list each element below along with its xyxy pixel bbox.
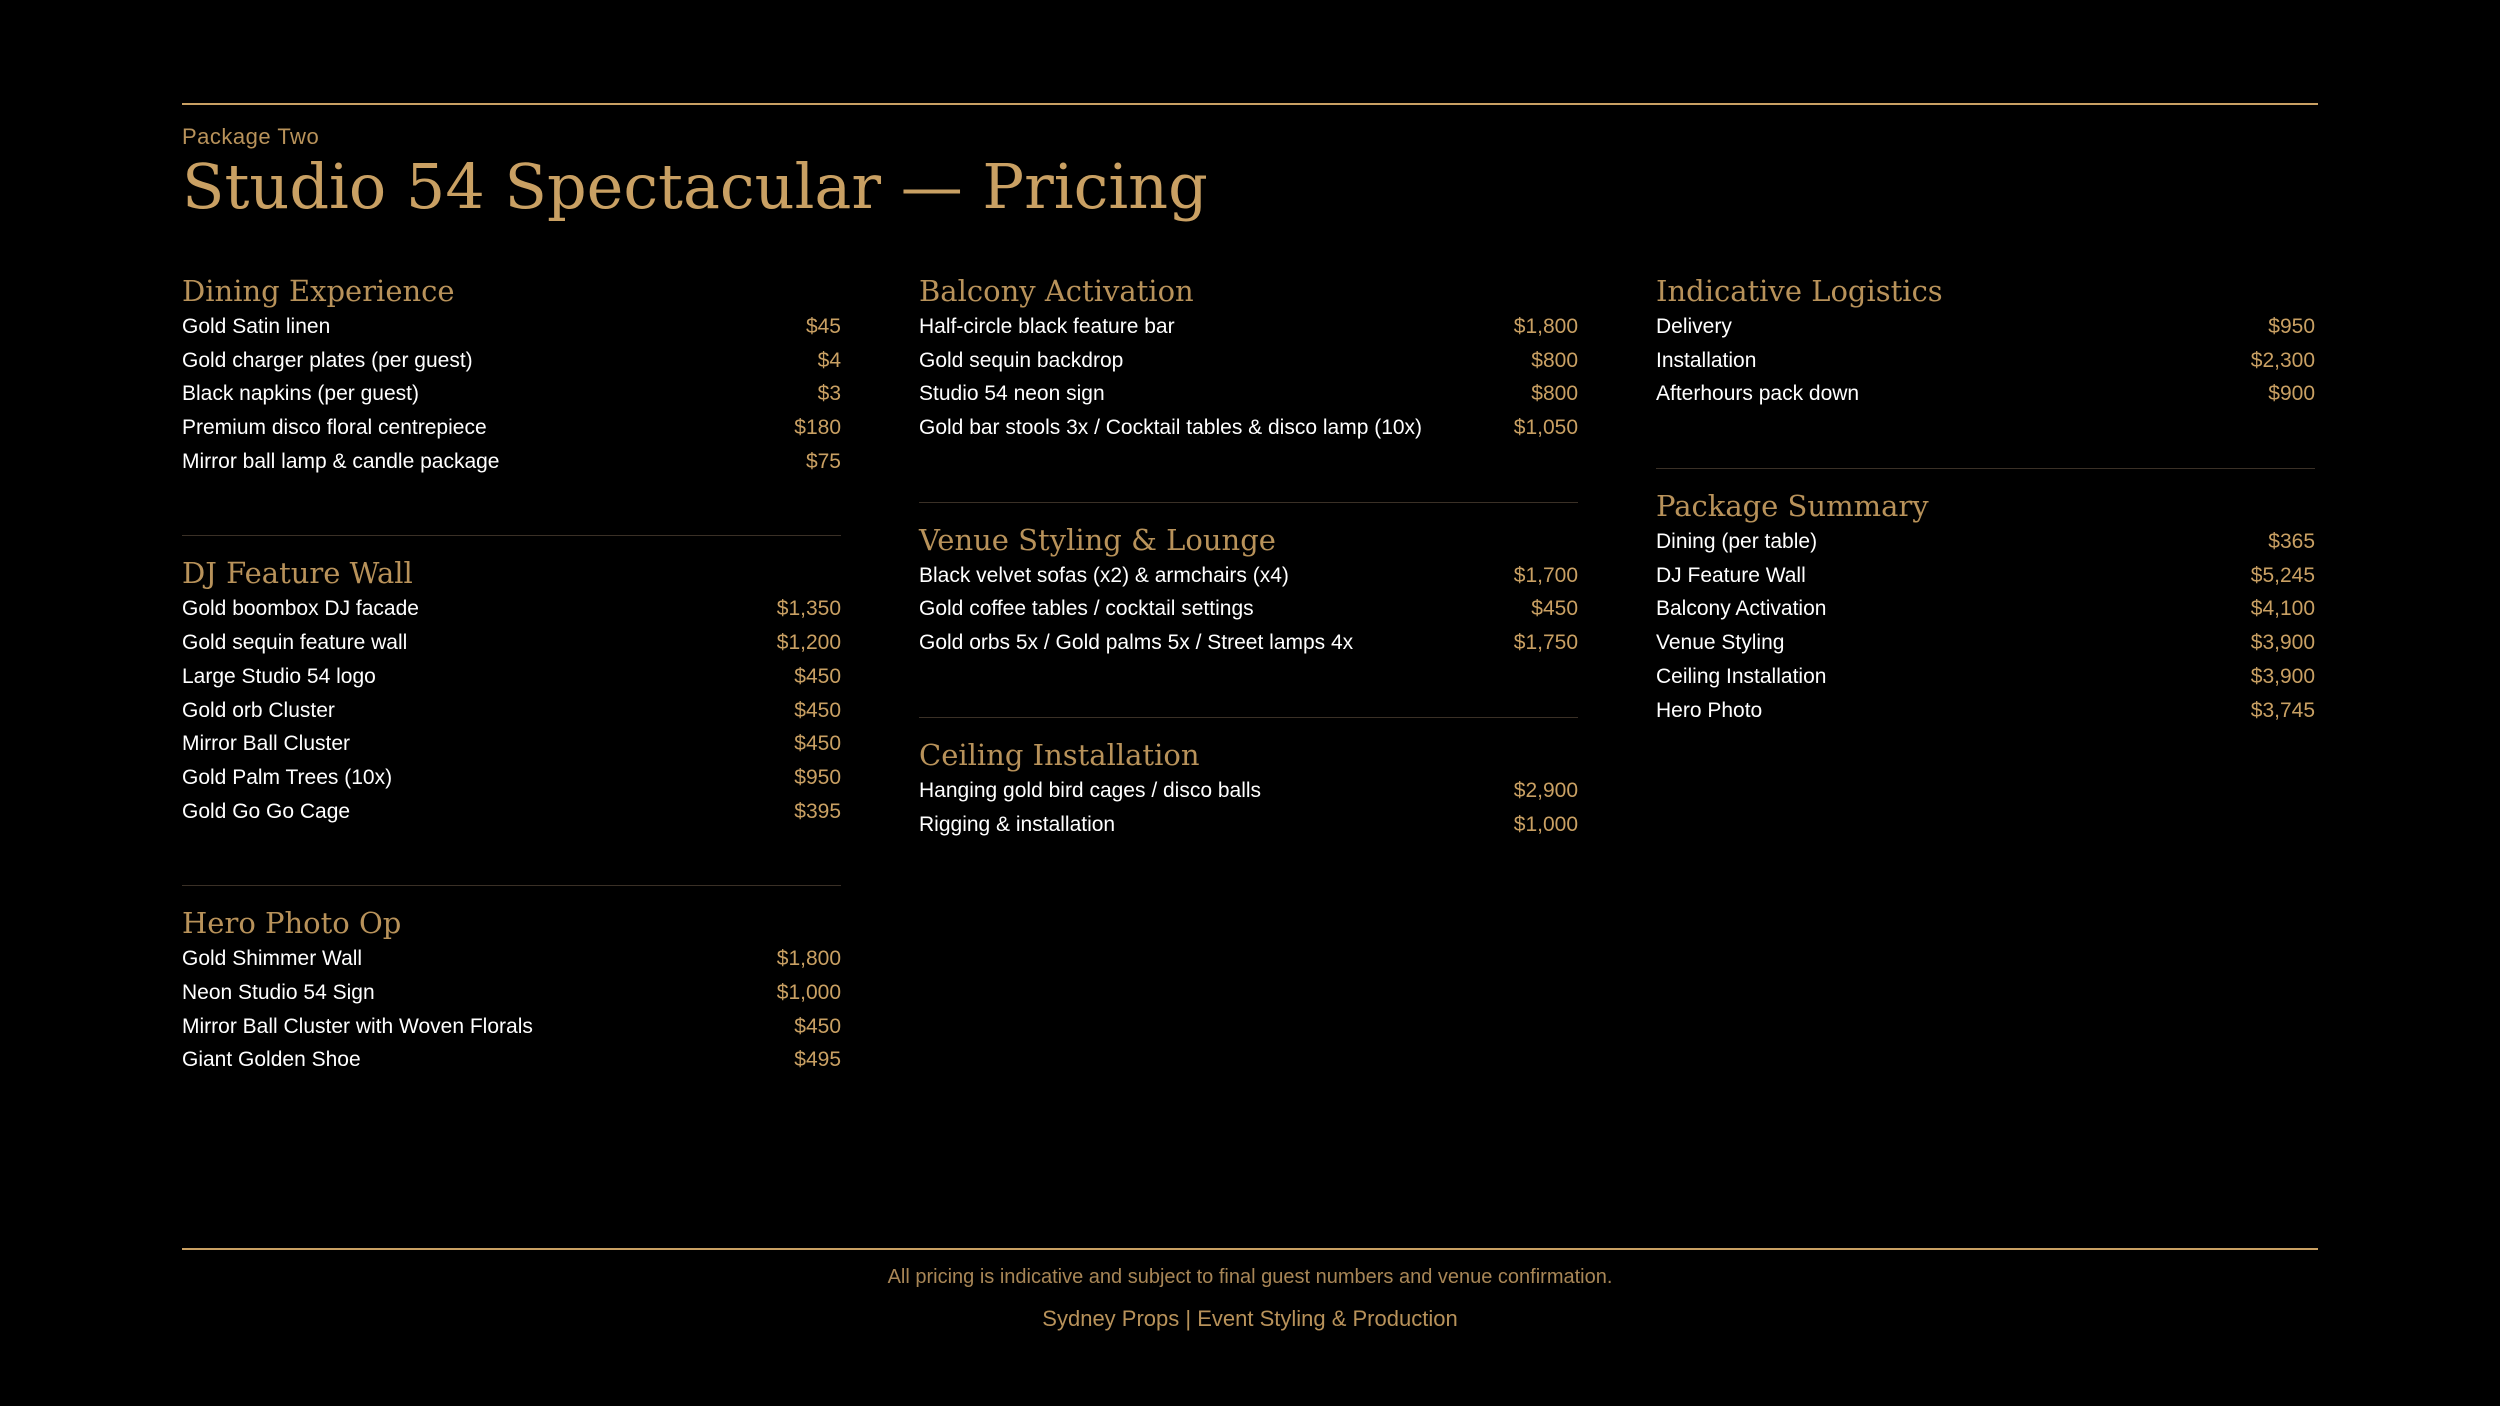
item-label: Black velvet sofas (x2) & armchairs (x4): [919, 563, 1289, 587]
section-ceiling-installation: [919, 736, 1578, 841]
section-venue-styling-and-lounge: [919, 521, 1578, 660]
price-row: [919, 808, 1578, 842]
item-price: $800: [1531, 348, 1578, 372]
item-price: $950: [794, 765, 841, 789]
section-package-summary: [1656, 487, 2315, 727]
item-label: Gold charger plates (per guest): [182, 348, 473, 372]
price-row: [919, 626, 1578, 660]
price-row: [182, 310, 841, 344]
price-row: [1656, 626, 2315, 660]
pricing-column-2: [919, 272, 1578, 841]
section-balcony-activation: [919, 272, 1578, 445]
price-row: [182, 377, 841, 411]
item-price: $950: [2268, 315, 2315, 338]
price-row: [182, 592, 841, 626]
footer-note: All pricing is indicative and subject to final guest numbers and venue confirmation.: [887, 1266, 1613, 1288]
item-price: $3: [817, 382, 841, 406]
price-row: [182, 942, 841, 976]
item-price: $1,000: [776, 980, 841, 1004]
item-label: Gold sequin backdrop: [919, 348, 1124, 372]
item-price: $1,350: [776, 597, 841, 621]
section-hero-photo-op: [182, 904, 841, 1077]
section-divider: [919, 502, 1578, 503]
price-row: [182, 411, 841, 445]
price-row: [182, 344, 841, 378]
price-row: [182, 761, 841, 795]
item-label: Gold Palm Trees (10x): [182, 765, 393, 789]
section-dining-experience: [182, 272, 841, 478]
price-row: [1656, 559, 2315, 593]
section-title: Package Summary: [1656, 489, 1929, 524]
section-title: Ceiling Installation: [919, 737, 1200, 772]
item-label: Gold orb Cluster: [182, 698, 335, 722]
item-label: Gold boombox DJ facade: [182, 597, 419, 621]
item-label: Giant Golden Shoe: [182, 1048, 361, 1072]
top-rule: [182, 103, 2318, 105]
item-label: Neon Studio 54 Sign: [182, 980, 375, 1004]
item-price: $450: [794, 664, 841, 688]
price-row: [1656, 310, 2315, 344]
item-price: $800: [1531, 382, 1578, 406]
section-divider: [919, 717, 1578, 718]
item-label: Large Studio 54 logo: [182, 664, 376, 688]
price-row: [1656, 377, 2315, 411]
item-price: $450: [794, 1014, 841, 1038]
price-row: [182, 727, 841, 761]
item-price: $450: [794, 732, 841, 756]
item-label: Gold Satin linen: [182, 315, 331, 338]
item-label: Gold orbs 5x / Gold palms 5x / Street lamps 4x: [919, 631, 1354, 655]
item-price: $365: [2268, 530, 2315, 554]
bottom-rule: [182, 1248, 2318, 1250]
price-row: [1656, 525, 2315, 559]
price-row: [919, 774, 1578, 808]
item-price: $3,745: [2250, 698, 2315, 722]
item-price: $1,000: [1513, 812, 1578, 836]
price-row: [919, 411, 1578, 445]
section-divider: [182, 885, 841, 886]
price-row: [1656, 344, 2315, 378]
section-title: Balcony Activation: [919, 274, 1194, 308]
item-price: $45: [805, 315, 841, 338]
section-indicative-logistics: [1656, 272, 2315, 411]
price-row: [182, 445, 841, 479]
footer-brand: Sydney Props | Event Styling & Production: [1042, 1306, 1458, 1331]
price-row: [919, 310, 1578, 344]
section-title: Venue Styling & Lounge: [919, 522, 1276, 557]
item-price: $1,200: [776, 631, 841, 655]
price-row: [182, 694, 841, 728]
section-divider: [1656, 468, 2315, 469]
price-row: [919, 592, 1578, 626]
section-dj-feature-wall: [182, 554, 841, 828]
item-price: $1,050: [1513, 416, 1578, 440]
item-label: Gold sequin feature wall: [182, 631, 408, 655]
price-row: [919, 377, 1578, 411]
item-label: Studio 54 neon sign: [919, 382, 1105, 406]
page-title: Studio 54 Spectacular — Pricing: [182, 150, 1208, 223]
price-row: [182, 1043, 841, 1077]
price-row: [182, 976, 841, 1010]
item-label: Hanging gold bird cages / disco balls: [919, 778, 1262, 802]
item-label: Installation: [1656, 348, 1757, 372]
section-divider: [182, 535, 841, 536]
item-price: $5,245: [2250, 563, 2315, 587]
item-label: Ceiling Installation: [1656, 664, 1827, 688]
item-price: $450: [794, 698, 841, 722]
price-row: [1656, 660, 2315, 694]
item-label: Hero Photo: [1656, 698, 1763, 722]
item-label: Gold Shimmer Wall: [182, 947, 363, 971]
item-label: Premium disco floral centrepiece: [182, 416, 487, 440]
package-label: Package Two: [182, 124, 320, 149]
price-row: [1656, 694, 2315, 728]
item-price: $1,800: [1513, 315, 1578, 338]
section-title: Indicative Logistics: [1656, 274, 1943, 308]
price-row: [182, 1010, 841, 1044]
section-title: Hero Photo Op: [182, 906, 402, 941]
pricing-column-1: [182, 272, 841, 1077]
price-row: [182, 626, 841, 660]
item-price: $1,800: [776, 947, 841, 971]
section-title: DJ Feature Wall: [182, 556, 413, 591]
section-title: Dining Experience: [182, 274, 455, 308]
item-label: Gold Go Go Cage: [182, 799, 351, 823]
item-label: Gold coffee tables / cocktail settings: [919, 597, 1254, 621]
item-price: $3,900: [2250, 631, 2315, 655]
pricing-column-3: [1656, 272, 2315, 727]
item-label: DJ Feature Wall: [1656, 563, 1806, 587]
item-price: $395: [794, 799, 841, 823]
price-row: [182, 660, 841, 694]
item-label: Half-circle black feature bar: [919, 315, 1175, 338]
item-price: $900: [2268, 382, 2315, 406]
item-price: $1,700: [1513, 563, 1578, 587]
item-label: Mirror ball lamp & candle package: [182, 449, 500, 473]
item-price: $2,900: [1513, 778, 1578, 802]
price-row: [919, 559, 1578, 593]
item-price: $180: [794, 416, 841, 440]
item-price: $4,100: [2250, 597, 2315, 621]
price-row: [1656, 592, 2315, 626]
price-row: [182, 795, 841, 829]
price-row: [919, 344, 1578, 378]
item-price: $495: [794, 1048, 841, 1072]
item-price: $2,300: [2250, 348, 2315, 372]
item-price: $75: [805, 449, 841, 473]
item-label: Black napkins (per guest): [182, 382, 419, 406]
item-label: Mirror Ball Cluster: [182, 732, 351, 756]
item-label: Balcony Activation: [1656, 597, 1827, 621]
item-price: $3,900: [2250, 664, 2315, 688]
item-label: Dining (per table): [1656, 530, 1818, 554]
item-label: Afterhours pack down: [1656, 382, 1860, 406]
item-label: Venue Styling: [1656, 631, 1785, 655]
item-price: $4: [817, 348, 841, 372]
item-label: Mirror Ball Cluster with Woven Florals: [182, 1014, 533, 1038]
item-price: $1,750: [1513, 631, 1578, 655]
item-label: Gold bar stools 3x / Cocktail tables & disco lamp (10x): [919, 416, 1423, 440]
item-label: Delivery: [1656, 315, 1732, 338]
item-price: $450: [1531, 597, 1578, 621]
item-label: Rigging & installation: [919, 812, 1116, 836]
